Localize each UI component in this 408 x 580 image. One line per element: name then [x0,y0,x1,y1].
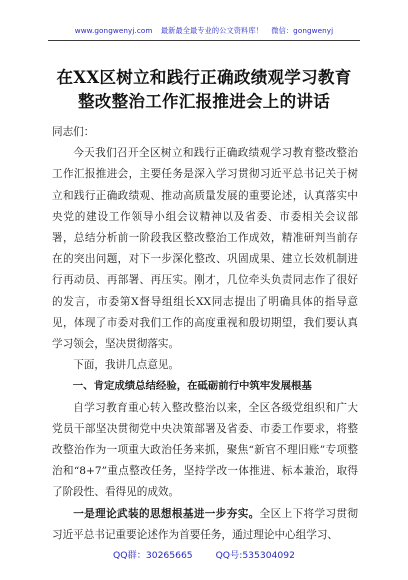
paragraph-point-1 [52,504,358,546]
title-line-2: 整改整治工作汇报推进会上的讲话 [78,92,330,111]
document-body [52,122,358,546]
paragraph-intro: 今天我们召开全区树立和践行正确政绩观学习教育整改整治工作汇报推进会，主要任务是深入学习贯彻习近平总书记关于树立和践行正确政绩观、推动高质量发展的重要论述，认真落实中央党的建设工作领导小组会议精神以及省委、市委相关会议部署，总结分析前一阶段我区整改整治工作成效，精准研判当前存在的突出问题，对下一步深化整改、巩固成果、建立长效机制进行再动员、再部署、再压实。刚才，几位牵头负责同志作了很好的发言，市委第X督导组组长XX同志提出了明确具体的指导意见，体现了市委对我们工作的高度重视和殷切期望，我们要认真学习领会，坚决贯彻落实。 [52,147,358,351]
document-title [40,66,368,114]
point-1-lead: 一是理论武装的思想根基进一步夯实。 [73,507,260,520]
header-divider [48,40,360,41]
section-heading-1: 一、肯定成绩总结经验，在砥砺前行中筑牢发展根基 [72,380,312,393]
point-1-text: 全区上下将学习贯彻习近平总书记重要论述作为首要任务，通过理论中心组学习、 [52,507,358,541]
salutation: 同志们： [52,126,95,138]
title-line-1: 在XX区树立和践行正确政绩观学习教育 [56,68,352,87]
paragraph-achievements: 自学习教育重心转入整改整治以来，全区各级党组织和广大党员干部坚决贯彻党中央决策部署及省委、市委工作要求，将整改整治作为一项重大政治任务来抓，聚焦“新官不理旧账”专项整治和“8+7”重点整改任务，坚持学改一体推进、标本兼治，取得了阶段性、看得见的成效。 [52,401,358,499]
footer-contact [0,547,408,561]
header-site-url[interactable]: www.gongwenyj.com [74,26,153,35]
header-wechat: 微信：gongwenyj [271,26,334,35]
header-banner [0,26,408,36]
paragraph-transition: 下面，我讲几点意见。 [73,359,180,372]
header-slogan: 最新最全最专业的公文资料库！ [160,26,263,35]
footer-qq-number: QQ号:535304092 [215,550,295,561]
footer-qq-group: QQ群：30265665 [113,550,193,561]
